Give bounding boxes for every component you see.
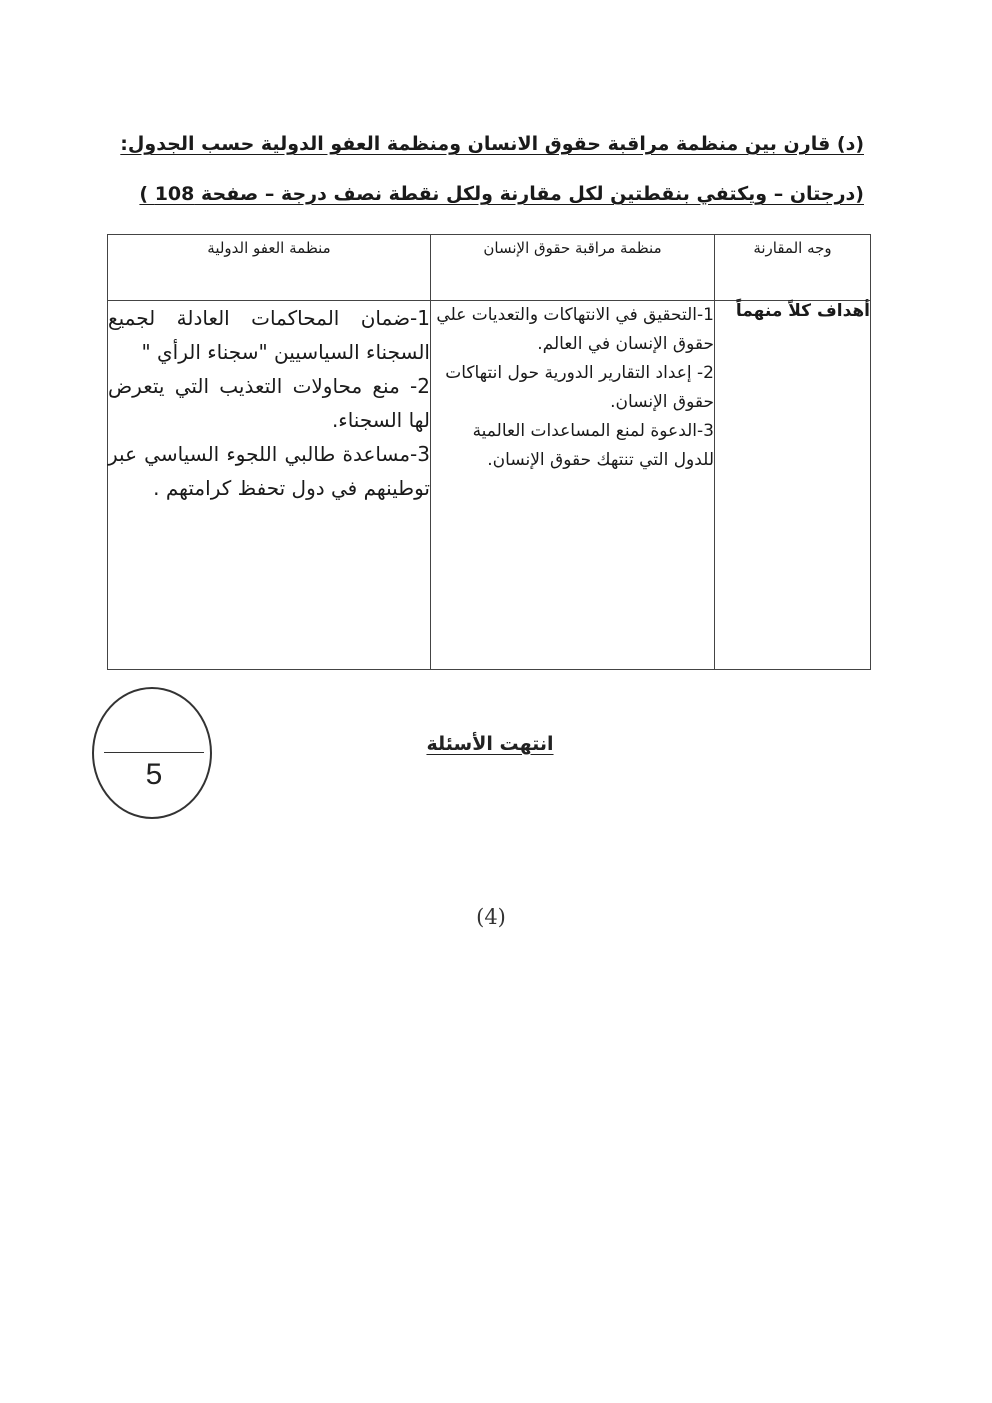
amnesty-goal-1: 1-ضمان المحاكمات العادلة لجميع السجناء السياسيين "سجناء الرأي "	[108, 306, 430, 364]
row-label-goals: أهداف كلاً منهماً	[715, 301, 871, 670]
page-number: (4)	[476, 905, 506, 929]
hrw-goals-cell	[431, 301, 715, 670]
score-divider	[104, 752, 204, 753]
amnesty-goals-cell	[108, 301, 431, 670]
hrw-goal-3: 3-الدعوة لمنع المساعدات العالمية للدول التي تنتهك حقوق الإنسان.	[472, 421, 714, 470]
hrw-goal-2: 2- إعداد التقارير الدورية حول انتهاكات حقوق الإنسان.	[445, 363, 714, 412]
question-title: (د) قارن بين منظمة مراقبة حقوق الانسان ومنظمة العفو الدولية حسب الجدول:	[120, 133, 864, 155]
score-circle	[92, 687, 212, 819]
table-header-row	[108, 235, 871, 301]
amnesty-goal-2: 2- منع محاولات التعذيب التي يتعرض لها السجناء.	[108, 374, 430, 432]
hrw-goal-1: 1-التحقيق في الانتهاكات والتعديات علي حقوق الإنسان في العالم.	[436, 305, 714, 354]
score-value: 5	[145, 758, 163, 791]
grading-note: (درجتان – ويكتفي بنقطتين لكل مقارنة ولكل نقطة نصف درجة – صفحة 108 )	[139, 183, 864, 205]
header-amnesty-international: منظمة العفو الدولية	[108, 235, 431, 301]
header-human-rights-watch: منظمة مراقبة حقوق الإنسان	[431, 235, 715, 301]
amnesty-goal-3: 3-مساعدة طالبي اللجوء السياسي عبر توطينهم في دول تحفظ كرامتهم .	[108, 442, 430, 500]
table-row	[108, 301, 871, 670]
end-of-questions-note: انتهت الأسئلة	[426, 733, 554, 755]
comparison-table	[107, 234, 871, 670]
header-comparison-aspect: وجه المقارنة	[715, 235, 871, 301]
